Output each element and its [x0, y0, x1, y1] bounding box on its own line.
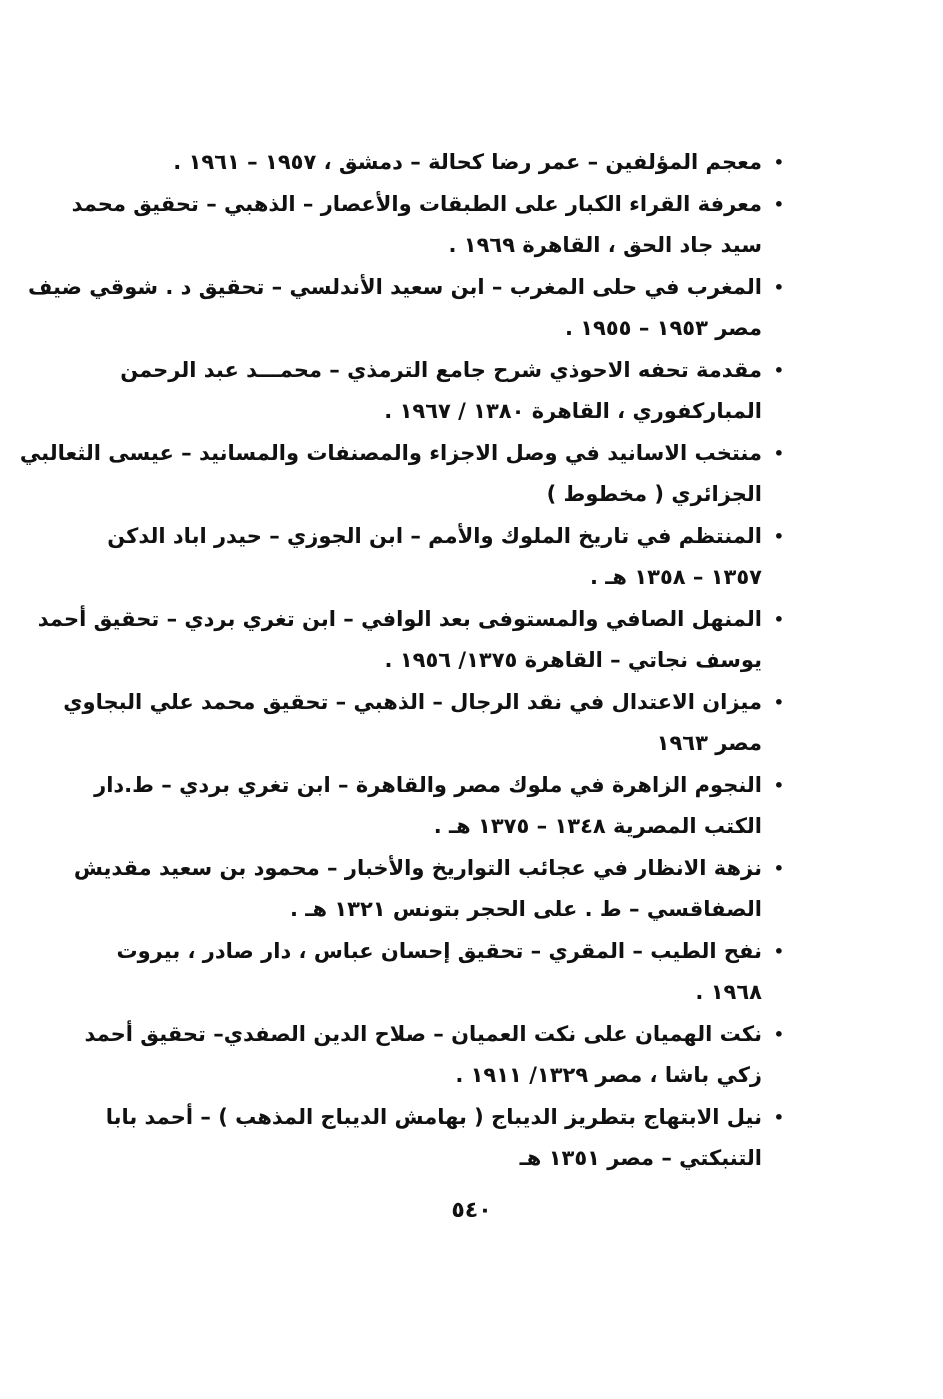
entry-line: يوسف نجاتي – القاهرة ١٣٧٥/ ١٩٥٦ .	[384, 648, 762, 672]
bullet-icon: •	[773, 277, 784, 297]
bibliography-entry	[116, 931, 784, 1014]
bullet-icon: •	[773, 153, 784, 172]
entry-line: نفح الطيب – المقري – تحقيق إحسان عباس ، دار صادر ، بيروت	[116, 938, 762, 963]
entry-line: زكي باشا ، مصر ١٣٢٩/ ١٩١١ .	[455, 1063, 762, 1087]
entry-line: ١٩٦٨ .	[695, 980, 762, 1004]
page-number: ٥٤٠	[451, 1198, 492, 1223]
entry-line: المنتظم في تاريخ الملوك والأمم – ابن الجوزي – حيدر اباد الدكن	[107, 523, 762, 548]
entry-line: المغرب في حلى المغرب – ابن سعيد الأندلسي – تحقيق د . شوقي ضيف	[28, 274, 762, 299]
bibliography-entry	[71, 184, 784, 267]
entry-line: سيد جاد الحق ، القاهرة ١٩٦٩ .	[448, 233, 762, 257]
bullet-icon: •	[773, 194, 784, 214]
bullet-icon: •	[773, 858, 784, 878]
bullet-icon: •	[773, 1024, 784, 1044]
entry-line: مصر ١٩٥٣ – ١٩٥٥ .	[564, 316, 762, 340]
entry-line: التنبكتي – مصر ١٣٥١ هـ	[519, 1146, 762, 1170]
bibliography-entry	[73, 848, 784, 931]
bullet-icon: •	[773, 526, 784, 546]
entry-line: نكت الهميان على نكت العميان – صلاح الدين الصفدي– تحقيق أحمد	[84, 1021, 762, 1046]
entry-line: الصفاقسي – ط . على الحجر بتونس ١٣٢١ هـ .	[289, 897, 762, 921]
entry-line: النجوم الزاهرة في ملوك مصر والقاهرة – ابن تغري بردي – ط.دار	[94, 772, 762, 797]
bullet-icon: •	[773, 692, 784, 712]
entry-line: نزهة الانظار في عجائب التواريخ والأخبار – محمود بن سعيد مقديش	[73, 855, 762, 880]
bibliography-entry	[19, 433, 784, 516]
bullet-icon: •	[773, 360, 784, 380]
bullet-icon: •	[773, 1107, 784, 1127]
entry-line: الكتب المصرية ١٣٤٨ – ١٣٧٥ هـ .	[433, 814, 762, 838]
bibliography-entry	[63, 682, 784, 765]
entry-line: منتخب الاسانيد في وصل الاجزاء والمصنفات والمسانيد – عيسى الثعالبي	[19, 440, 762, 465]
entry-line: نيل الابتهاج بتطريز الديباج ( بهامش الديباج المذهب ) – أحمد بابا	[105, 1104, 762, 1129]
bibliography-entry	[28, 267, 784, 350]
entry-line: المنهل الصافي والمستوفى بعد الوافي – ابن تغري بردي – تحقيق أحمد	[37, 606, 762, 631]
bibliography-entry	[150, 142, 784, 184]
entry-line: المباركفوري ، القاهرة ١٣٨٠ / ١٩٦٧ .	[384, 399, 762, 423]
bibliography-entry	[105, 1097, 784, 1180]
entry-line: ميزان الاعتدال في نقد الرجال – الذهبي – تحقيق محمد علي البجاوي	[63, 689, 762, 714]
bibliography-entry	[107, 516, 784, 599]
bibliography-list	[19, 142, 784, 1180]
bullet-icon: •	[773, 941, 784, 961]
bibliography-entry	[37, 599, 784, 682]
bullet-icon: •	[773, 775, 784, 795]
bibliography-entry	[84, 1014, 784, 1097]
entry-line: مصر ١٩٦٣	[656, 731, 762, 755]
entry-line: معجم المؤلفين – عمر رضا كحالة – دمشق ، ١٩٥٧ – ١٩٦١ .	[173, 150, 762, 174]
bibliography-entry	[120, 350, 784, 433]
entry-line: مقدمة تحفه الاحوذي شرح جامع الترمذي – محمـــد عبد الرحمن	[120, 357, 762, 382]
entry-line: ١٣٥٧ – ١٣٥٨ هـ .	[589, 565, 762, 589]
entry-line: معرفة القراء الكبار على الطبقات والأعصار – الذهبي – تحقيق محمد	[71, 191, 762, 216]
entry-line: الجزائري ( مخطوط )	[546, 482, 762, 506]
bullet-icon: •	[773, 609, 784, 629]
bullet-icon: •	[773, 443, 784, 463]
bibliography-entry	[94, 765, 784, 848]
